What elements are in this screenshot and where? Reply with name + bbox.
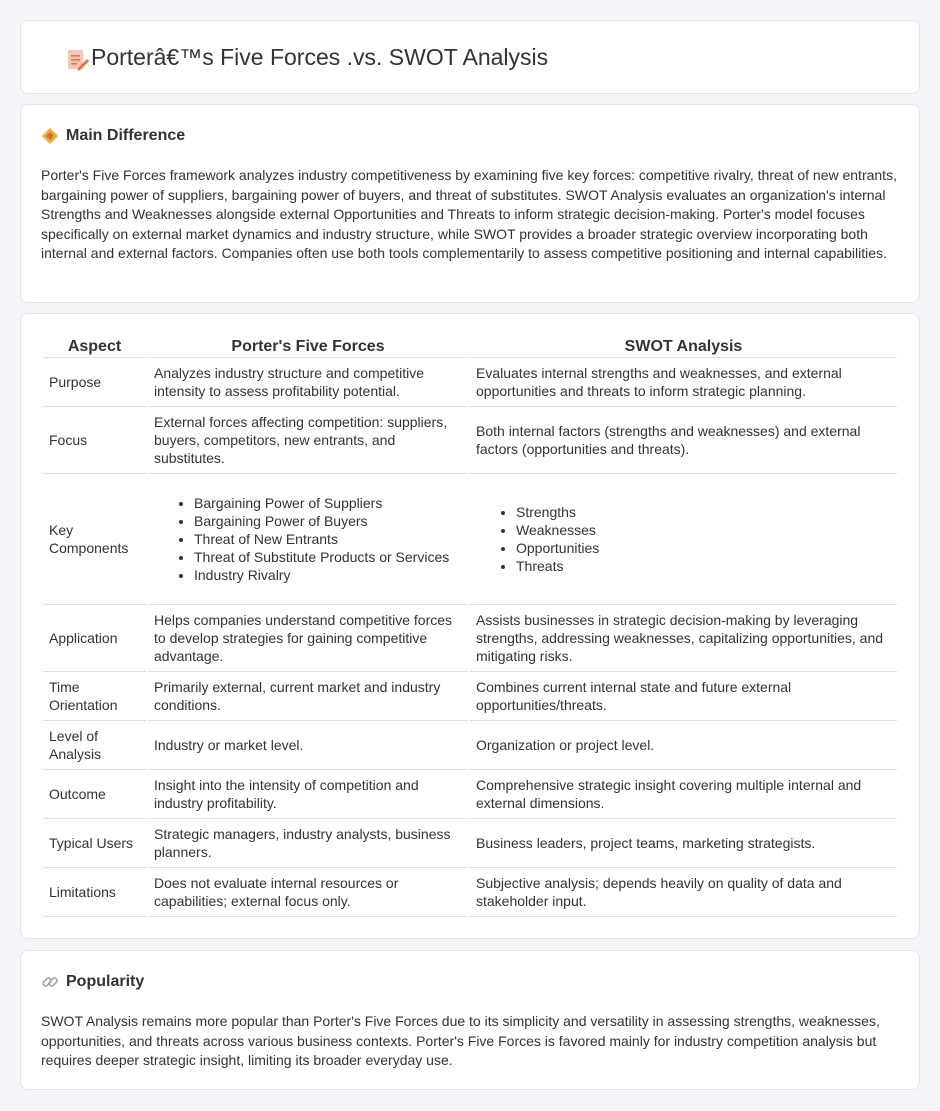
popularity-title: Popularity xyxy=(66,973,145,990)
table-row xyxy=(43,407,897,474)
swot-cell xyxy=(470,474,897,605)
five-forces-cell: Analyzes industry structure and competitive intensity to assess profitability potential. xyxy=(148,358,468,407)
swot-cell: Business leaders, project teams, marketing strategists. xyxy=(470,819,897,868)
list-item: • Industry Rivalry xyxy=(194,566,462,584)
list-item: • Weaknesses xyxy=(516,521,891,539)
main-difference-card xyxy=(20,104,920,303)
title-card xyxy=(20,20,920,94)
five-forces-cell: Does not evaluate internal resources or capabilities; external focus only. xyxy=(148,868,468,917)
document-edit-icon xyxy=(65,47,91,73)
link-icon xyxy=(41,973,59,991)
list-item: • Bargaining Power of Buyers xyxy=(194,512,462,530)
swot-components-list xyxy=(476,503,891,575)
popularity-card xyxy=(20,950,920,1090)
swot-cell: Organization or project level. xyxy=(470,721,897,770)
five-forces-cell xyxy=(148,474,468,605)
aspect-cell: Focus xyxy=(43,407,146,474)
swot-cell: Comprehensive strategic insight covering multiple internal and external dimensions. xyxy=(470,770,897,819)
five-forces-components-list xyxy=(154,494,462,584)
aspect-cell: Outcome xyxy=(43,770,146,819)
five-forces-cell: Strategic managers, industry analysts, business planners. xyxy=(148,819,468,868)
five-forces-cell: Insight into the intensity of competition and industry profitability. xyxy=(148,770,468,819)
swot-cell: Combines current internal state and future external opportunities/threats. xyxy=(470,672,897,721)
aspect-cell: Application xyxy=(43,605,146,672)
list-item: • Threat of Substitute Products or Services xyxy=(194,548,462,566)
swot-cell: Subjective analysis; depends heavily on quality of data and stakeholder input. xyxy=(470,868,897,917)
comparison-table-card xyxy=(20,313,920,939)
main-difference-title: Main Difference xyxy=(66,127,186,144)
aspect-cell: Level of Analysis xyxy=(43,721,146,770)
swot-cell: Assists businesses in strategic decision-making by leveraging strengths, addressing weaknesses, capitalizing opportunities, and mitigating risks. xyxy=(470,605,897,672)
table-row xyxy=(43,672,897,721)
page-title: Porterâ€™s Five Forces .vs. SWOT Analysis xyxy=(91,44,549,70)
popularity-text: SWOT Analysis remains more popular than Porter's Five Forces due to its simplicity and versatility in assessing strengths, weaknesses, opportunities, and threats across various business contexts. Porter's Five Forces is favored mainly for industry competition analysis but requires deeper strategic insight, limiting its broader everyday use. xyxy=(41,1013,880,1068)
table-header-row xyxy=(43,336,897,358)
diamond-icon xyxy=(41,127,59,145)
main-difference-heading xyxy=(41,127,185,145)
aspect-cell: Key Components xyxy=(43,474,146,605)
comparison-table xyxy=(41,336,899,917)
header-aspect: Aspect xyxy=(43,336,146,358)
swot-cell: Evaluates internal strengths and weaknesses, and external opportunities and threats to inform strategic planning. xyxy=(470,358,897,407)
list-item: • Strengths xyxy=(516,503,891,521)
aspect-cell: Limitations xyxy=(43,868,146,917)
list-item: • Opportunities xyxy=(516,539,891,557)
header-porters-five-forces: Porter's Five Forces xyxy=(148,336,468,358)
popularity-heading xyxy=(41,973,144,991)
five-forces-cell: Helps companies understand competitive forces to develop strategies for gaining competitive advantage. xyxy=(148,605,468,672)
table-row xyxy=(43,474,897,605)
table-row xyxy=(43,770,897,819)
aspect-cell: Typical Users xyxy=(43,819,146,868)
table-row xyxy=(43,605,897,672)
aspect-cell: Purpose xyxy=(43,358,146,407)
five-forces-cell: Primarily external, current market and industry conditions. xyxy=(148,672,468,721)
swot-cell: Both internal factors (strengths and weaknesses) and external factors (opportunities and threats). xyxy=(470,407,897,474)
five-forces-cell: External forces affecting competition: suppliers, buyers, competitors, new entrants, and substitutes. xyxy=(148,407,468,474)
table-row xyxy=(43,868,897,917)
list-item: • Threats xyxy=(516,557,891,575)
main-difference-text: Porter's Five Forces framework analyzes industry competitiveness by examining five key forces: competitive rivalry, threat of new entrants, bargaining power of suppliers, bargaining power of buyers, and threat of substitutes. SWOT Analysis evaluates an organization's internal Strengths and Weaknesses alongside external Opportunities and Threats to inform strategic decision-making. Porter's model focuses specifically on external market dynamics and industry structure, while SWOT provides a broader strategic overview incorporating both internal and external factors. Companies often use both tools complementarily to assess competitive positioning and internal capabilities. xyxy=(41,167,897,261)
header-swot-analysis: SWOT Analysis xyxy=(470,336,897,358)
aspect-cell: Time Orientation xyxy=(43,672,146,721)
list-item: • Threat of New Entrants xyxy=(194,530,462,548)
table-row xyxy=(43,721,897,770)
five-forces-cell: Industry or market level. xyxy=(148,721,468,770)
list-item: • Bargaining Power of Suppliers xyxy=(194,494,462,512)
table-row xyxy=(43,819,897,868)
table-row xyxy=(43,358,897,407)
